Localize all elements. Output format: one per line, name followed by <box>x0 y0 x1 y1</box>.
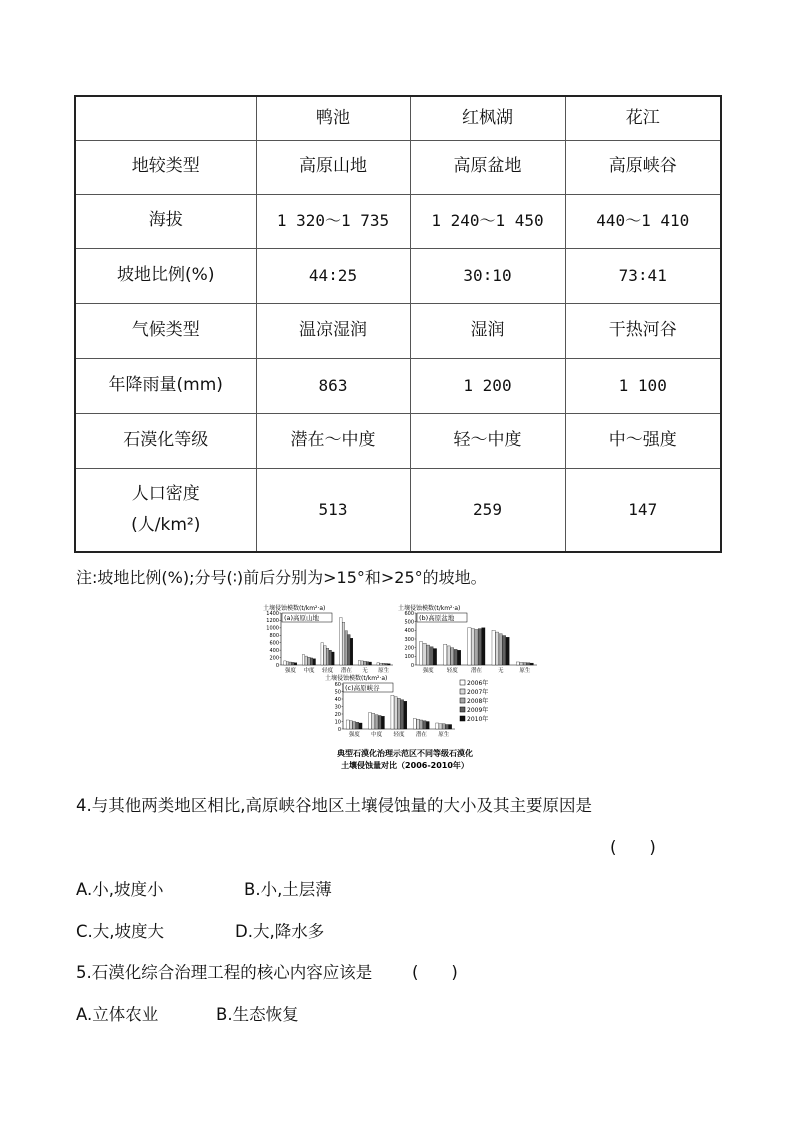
bar <box>329 650 331 665</box>
bar <box>381 716 384 729</box>
bar <box>350 638 352 665</box>
legend-swatch <box>460 689 465 694</box>
table-cell: 潜在～中度 <box>256 413 410 468</box>
x-tick-label: 潜在 <box>470 668 483 674</box>
table-cell: 1 100 <box>565 358 721 413</box>
bar <box>366 662 368 665</box>
table-cell: 1 240～1 450 <box>410 194 565 248</box>
x-tick-label: 强度 <box>284 668 296 674</box>
bar <box>417 719 420 729</box>
table-cell: 440～1 410 <box>565 194 721 248</box>
bar <box>499 634 502 665</box>
y-tick-label: 60 <box>334 681 341 688</box>
table-row <box>75 248 721 303</box>
row-label: 气候类型 <box>75 303 256 358</box>
table-cell: 高原山地 <box>256 140 410 194</box>
chart-c-title: (c)高原峡谷 <box>345 684 380 692</box>
header-cell: 鸭池 <box>256 96 410 140</box>
row-label: 石漠化等级 <box>75 413 256 468</box>
row-label-line2: (人/km²) <box>131 514 201 535</box>
bar <box>332 652 334 665</box>
bar <box>426 645 429 665</box>
table-row <box>75 303 721 358</box>
x-tick-label: 原生 <box>378 668 390 674</box>
x-tick-label: 中度 <box>371 732 383 738</box>
y-tick-label: 500 <box>404 619 414 626</box>
data-table <box>74 95 722 553</box>
table-cell: 259 <box>410 468 565 552</box>
x-tick-label: 强度 <box>422 668 434 674</box>
bar <box>340 617 342 665</box>
x-tick-label: 轻度 <box>393 732 405 738</box>
table-cell: 温凉湿润 <box>256 303 410 358</box>
y-tick-label: 10 <box>334 719 341 726</box>
table-row <box>75 194 721 248</box>
bar <box>308 657 310 665</box>
bar <box>385 664 387 665</box>
table-cell: 863 <box>256 358 410 413</box>
y-tick-label: 0 <box>337 726 341 733</box>
erosion-chart-figure <box>255 598 555 776</box>
bar <box>353 722 356 730</box>
y-tick-label: 600 <box>269 640 279 647</box>
bar <box>506 637 509 665</box>
row-label: 地较类型 <box>75 140 256 194</box>
y-tick-label: 0 <box>410 662 414 669</box>
bar <box>516 662 519 665</box>
bar <box>454 649 457 665</box>
bar <box>527 663 530 665</box>
bar <box>358 661 360 665</box>
bar <box>302 655 304 665</box>
table-cell: 1 200 <box>410 358 565 413</box>
bar <box>523 663 526 665</box>
bar <box>430 647 433 665</box>
bar <box>391 695 394 729</box>
chart-a-title: (a)高原山地 <box>284 614 320 622</box>
table-row <box>75 413 721 468</box>
chart-b-ylabel: 土壤侵蚀模数(t/km²·a) <box>398 605 461 612</box>
bar <box>495 632 498 665</box>
bar <box>372 713 375 729</box>
x-tick-label: 中度 <box>303 668 315 674</box>
question-5-option-a: A.立体农业 <box>76 1005 159 1024</box>
table-cell: 中～强度 <box>565 413 721 468</box>
chart-b <box>398 604 537 674</box>
x-tick-label: 强度 <box>348 732 360 738</box>
bar <box>369 713 372 730</box>
bar <box>388 664 390 665</box>
bar <box>458 650 461 665</box>
bar <box>442 724 445 729</box>
chart-c <box>325 674 455 738</box>
table-cell: 高原盆地 <box>410 140 565 194</box>
table-cell: 44∶25 <box>256 248 410 303</box>
chart-c-ylabel: 土壤侵蚀模数(t/km²·a) <box>325 675 388 682</box>
bar <box>342 622 344 665</box>
table-row <box>75 358 721 413</box>
bar <box>482 628 485 665</box>
legend-label: 2006年 <box>467 680 489 687</box>
table-row <box>75 140 721 194</box>
bar <box>380 663 382 665</box>
y-tick-label: 800 <box>269 633 279 640</box>
question-5-stem: 5.石漠化综合治理工程的核心内容应该是 <box>76 963 373 982</box>
question-4-stem: 4.与其他两类地区相比,高原峡谷地区土壤侵蚀量的大小及其主要原因是 <box>76 796 592 815</box>
bar <box>292 662 294 665</box>
bar <box>313 659 315 665</box>
x-tick-label: 轻度 <box>322 668 334 674</box>
y-tick-label: 1200 <box>266 618 279 625</box>
chart-legend <box>460 679 488 723</box>
x-tick-label: 无 <box>497 668 504 674</box>
bar <box>324 646 326 665</box>
row-label <box>75 468 256 552</box>
legend-swatch <box>460 707 465 712</box>
y-tick-label: 300 <box>404 636 414 643</box>
y-tick-label: 50 <box>334 689 341 696</box>
table-cell: 513 <box>256 468 410 552</box>
bar <box>433 649 436 665</box>
bar <box>382 663 384 665</box>
x-tick-label: 轻度 <box>446 668 458 674</box>
header-cell <box>75 96 256 140</box>
x-tick-label: 无 <box>362 668 368 674</box>
table-cell: 73∶41 <box>565 248 721 303</box>
y-tick-label: 400 <box>404 628 414 635</box>
table-cell: 30∶10 <box>410 248 565 303</box>
question-5-option-b: B.生态恢复 <box>216 1005 299 1024</box>
chart-a-ylabel: 土壤侵蚀模数(t/km²·a) <box>263 605 326 612</box>
row-label: 坡地比例(%) <box>75 248 256 303</box>
row-label-line1: 人口密度 <box>131 483 200 504</box>
bar <box>346 720 349 729</box>
bar <box>378 716 381 730</box>
bar <box>349 721 352 729</box>
bar <box>377 663 379 665</box>
header-cell: 红枫湖 <box>410 96 565 140</box>
table-cell: 1 320～1 735 <box>256 194 410 248</box>
bar <box>394 697 397 729</box>
question-5-answer-paren: ( ) <box>412 963 458 982</box>
table-header-row <box>75 96 721 140</box>
question-4-option-b: B.小,土层薄 <box>244 880 332 899</box>
bar <box>310 658 312 665</box>
question-4-option-a: A.小,坡度小 <box>76 880 164 899</box>
y-tick-label: 20 <box>334 711 341 718</box>
bar <box>468 628 471 665</box>
bar <box>289 662 291 665</box>
figure-caption-line2: 土壤侵蚀量对比（2006-2010年） <box>341 761 469 770</box>
y-tick-label: 40 <box>334 696 341 703</box>
bar <box>369 662 371 665</box>
bar <box>475 629 478 665</box>
bar <box>359 723 362 729</box>
bar <box>423 721 426 729</box>
y-tick-label: 0 <box>275 662 279 669</box>
legend-swatch <box>460 698 465 703</box>
bar <box>294 663 296 665</box>
bar <box>530 663 533 665</box>
table-cell: 湿润 <box>410 303 565 358</box>
legend-swatch <box>460 680 465 685</box>
bar <box>436 723 439 729</box>
bar <box>361 661 363 665</box>
bar <box>345 631 347 665</box>
bar <box>321 643 323 665</box>
bar <box>451 648 454 665</box>
legend-label: 2008年 <box>467 698 489 705</box>
legend-label: 2010年 <box>467 716 489 723</box>
table-cell: 干热河谷 <box>565 303 721 358</box>
bar <box>413 719 416 730</box>
bar <box>420 720 423 729</box>
y-tick-label: 1400 <box>266 610 279 617</box>
question-4-option-c: C.大,坡度大 <box>76 922 165 941</box>
bar <box>397 698 400 729</box>
bar <box>447 646 450 665</box>
bar <box>426 722 429 730</box>
bar <box>348 635 350 665</box>
table-cell: 高原峡谷 <box>565 140 721 194</box>
row-label: 海拔 <box>75 194 256 248</box>
bar <box>471 629 474 665</box>
question-4-answer-paren: ( ) <box>610 838 656 857</box>
table-note: 注:坡地比例(%);分号(∶)前后分别为>15°和>25°的坡地。 <box>76 568 487 587</box>
legend-label: 2007年 <box>467 689 489 696</box>
bar <box>375 715 378 729</box>
x-tick-label: 潜在 <box>340 668 352 674</box>
y-tick-label: 600 <box>404 610 414 617</box>
table-cell: 轻～中度 <box>410 413 565 468</box>
bar <box>520 662 523 665</box>
figure-caption-line1: 典型石漠化治理示范区不同等级石漠化 <box>337 749 473 758</box>
bar <box>439 724 442 729</box>
bar <box>423 643 426 665</box>
bar <box>326 648 328 665</box>
x-tick-label: 原生 <box>438 732 450 738</box>
y-tick-label: 200 <box>269 655 279 662</box>
bar <box>478 629 481 665</box>
bar <box>492 630 495 665</box>
table-row <box>75 468 721 552</box>
question-4-option-d: D.大,降水多 <box>235 922 325 941</box>
row-label: 年降雨量(mm) <box>75 358 256 413</box>
x-tick-label: 潜在 <box>415 732 427 738</box>
legend-label: 2009年 <box>467 707 489 714</box>
legend-swatch <box>460 716 465 721</box>
y-tick-label: 200 <box>404 645 414 652</box>
bar <box>445 725 448 730</box>
bar <box>401 700 404 729</box>
bar <box>502 636 505 665</box>
header-cell: 花江 <box>565 96 721 140</box>
bar <box>419 642 422 665</box>
bar <box>444 644 447 665</box>
y-tick-label: 400 <box>269 647 279 654</box>
x-tick-label: 原生 <box>519 668 531 674</box>
bar <box>305 656 307 665</box>
chart-a <box>263 604 393 674</box>
bar <box>364 661 366 665</box>
y-tick-label: 100 <box>404 654 414 661</box>
bar <box>449 725 452 730</box>
bar <box>286 662 288 665</box>
bar <box>404 701 407 729</box>
y-tick-label: 1000 <box>266 625 279 632</box>
bar <box>356 722 359 729</box>
bar <box>284 661 286 665</box>
table-cell: 147 <box>565 468 721 552</box>
chart-b-title: (b)高原盆地 <box>419 614 455 622</box>
y-tick-label: 30 <box>334 704 341 711</box>
